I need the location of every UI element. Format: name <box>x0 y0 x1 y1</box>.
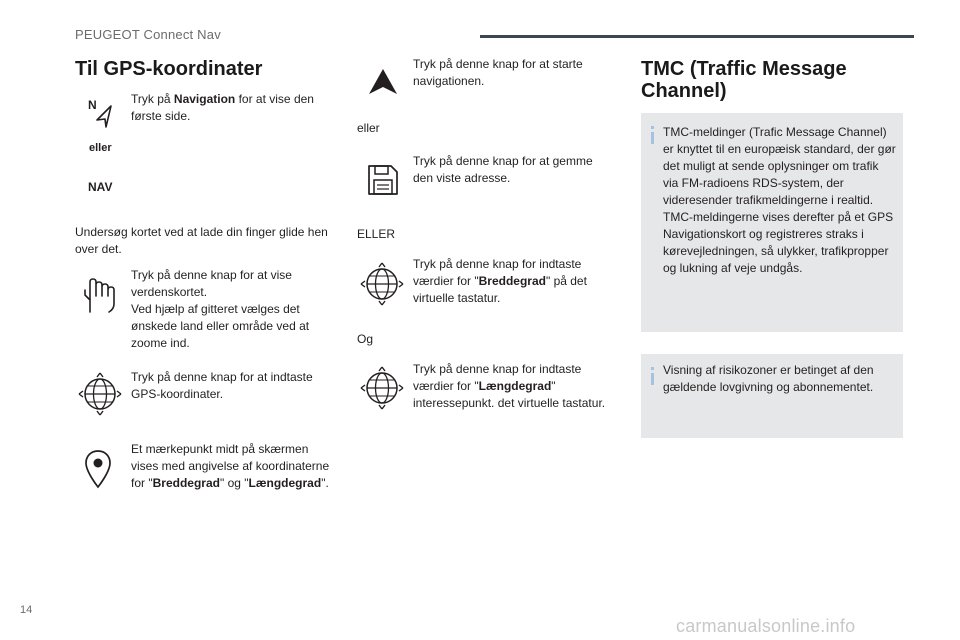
or-label-3: ELLER <box>357 227 396 241</box>
note-marker-dot <box>651 367 654 370</box>
header-title: PEUGEOT Connect Nav <box>75 27 221 42</box>
section-title-tmc: TMC (Traffic Message Channel) <box>641 58 847 103</box>
latitude-text: Tryk på denne knap for indtaste værdier for "Breddegrad" på det virtuelle tastatur. <box>413 257 587 305</box>
world-map-text: Tryk på denne knap for at vise verdenskortet. Ved hjælp af gitteret vælges det ønskede land eller område ved at zoome ind. <box>131 268 310 350</box>
section-title-gps: Til GPS-koordinater <box>75 58 263 80</box>
north-letter: N <box>88 98 97 112</box>
og-label: Og <box>357 332 374 346</box>
map-pin-icon <box>83 448 113 490</box>
save-address-text: Tryk på denne knap for at gemme den viste adresse. <box>413 154 593 185</box>
start-navigation-text: Tryk på denne knap for at starte navigationen. <box>413 57 583 88</box>
or-label-1: eller <box>89 142 112 154</box>
or-label-2: eller <box>357 121 380 135</box>
touch-hand-icon <box>80 276 116 314</box>
risk-zones-text: Visning af risikozoner er betinget af den gældende lovgivning og abonnementet. <box>663 363 874 394</box>
page-number: 14 <box>20 604 33 616</box>
tmc-info-text: TMC-meldinger (Trafic Message Channel) er knyttet til en europæisk standard, der gør det muligt at sende oplysninger om trafik via FM-radioens RDS-system, der videresender trafikmeldingerne i realtid. TMC-meldingerne vises derefter på et GPS Navigationskort og registreres straks i kørevejledningen, så ulykker, trafikpropper og lukning af veje undgås. <box>663 125 896 275</box>
step-navigation-text: Tryk på Navigation for at vise den første side. <box>131 92 314 123</box>
note-marker-dot <box>651 126 654 129</box>
marker-point-text: Et mærkepunkt midt på skærmen vises med angivelse af koordinaterne for "Breddegrad" og "Længdegrad". <box>131 442 330 490</box>
longitude-globe-icon <box>360 366 404 410</box>
latitude-globe-icon <box>360 262 404 306</box>
header-bar <box>480 35 914 38</box>
nav-label: NAV <box>88 180 113 194</box>
save-address-icon <box>366 163 400 197</box>
gps-coords-text: Tryk på denne knap for at indtaste GPS-koordinater. <box>131 370 313 401</box>
coordinates-globe-icon <box>78 372 122 416</box>
start-navigation-icon <box>366 66 400 96</box>
note-marker-bar <box>651 373 654 385</box>
watermark: carmanualsonline.info <box>676 616 856 636</box>
explore-map-text: Undersøg kortet ved at lade din finger glide hen over det. <box>75 225 328 256</box>
tmc-info-note <box>641 113 903 332</box>
risk-zones-note <box>641 354 903 438</box>
longitude-text: Tryk på denne knap for indtaste værdier for "Længdegrad" interessepunkt. det virtuelle tastatur. <box>413 362 606 410</box>
note-marker-bar <box>651 132 654 144</box>
